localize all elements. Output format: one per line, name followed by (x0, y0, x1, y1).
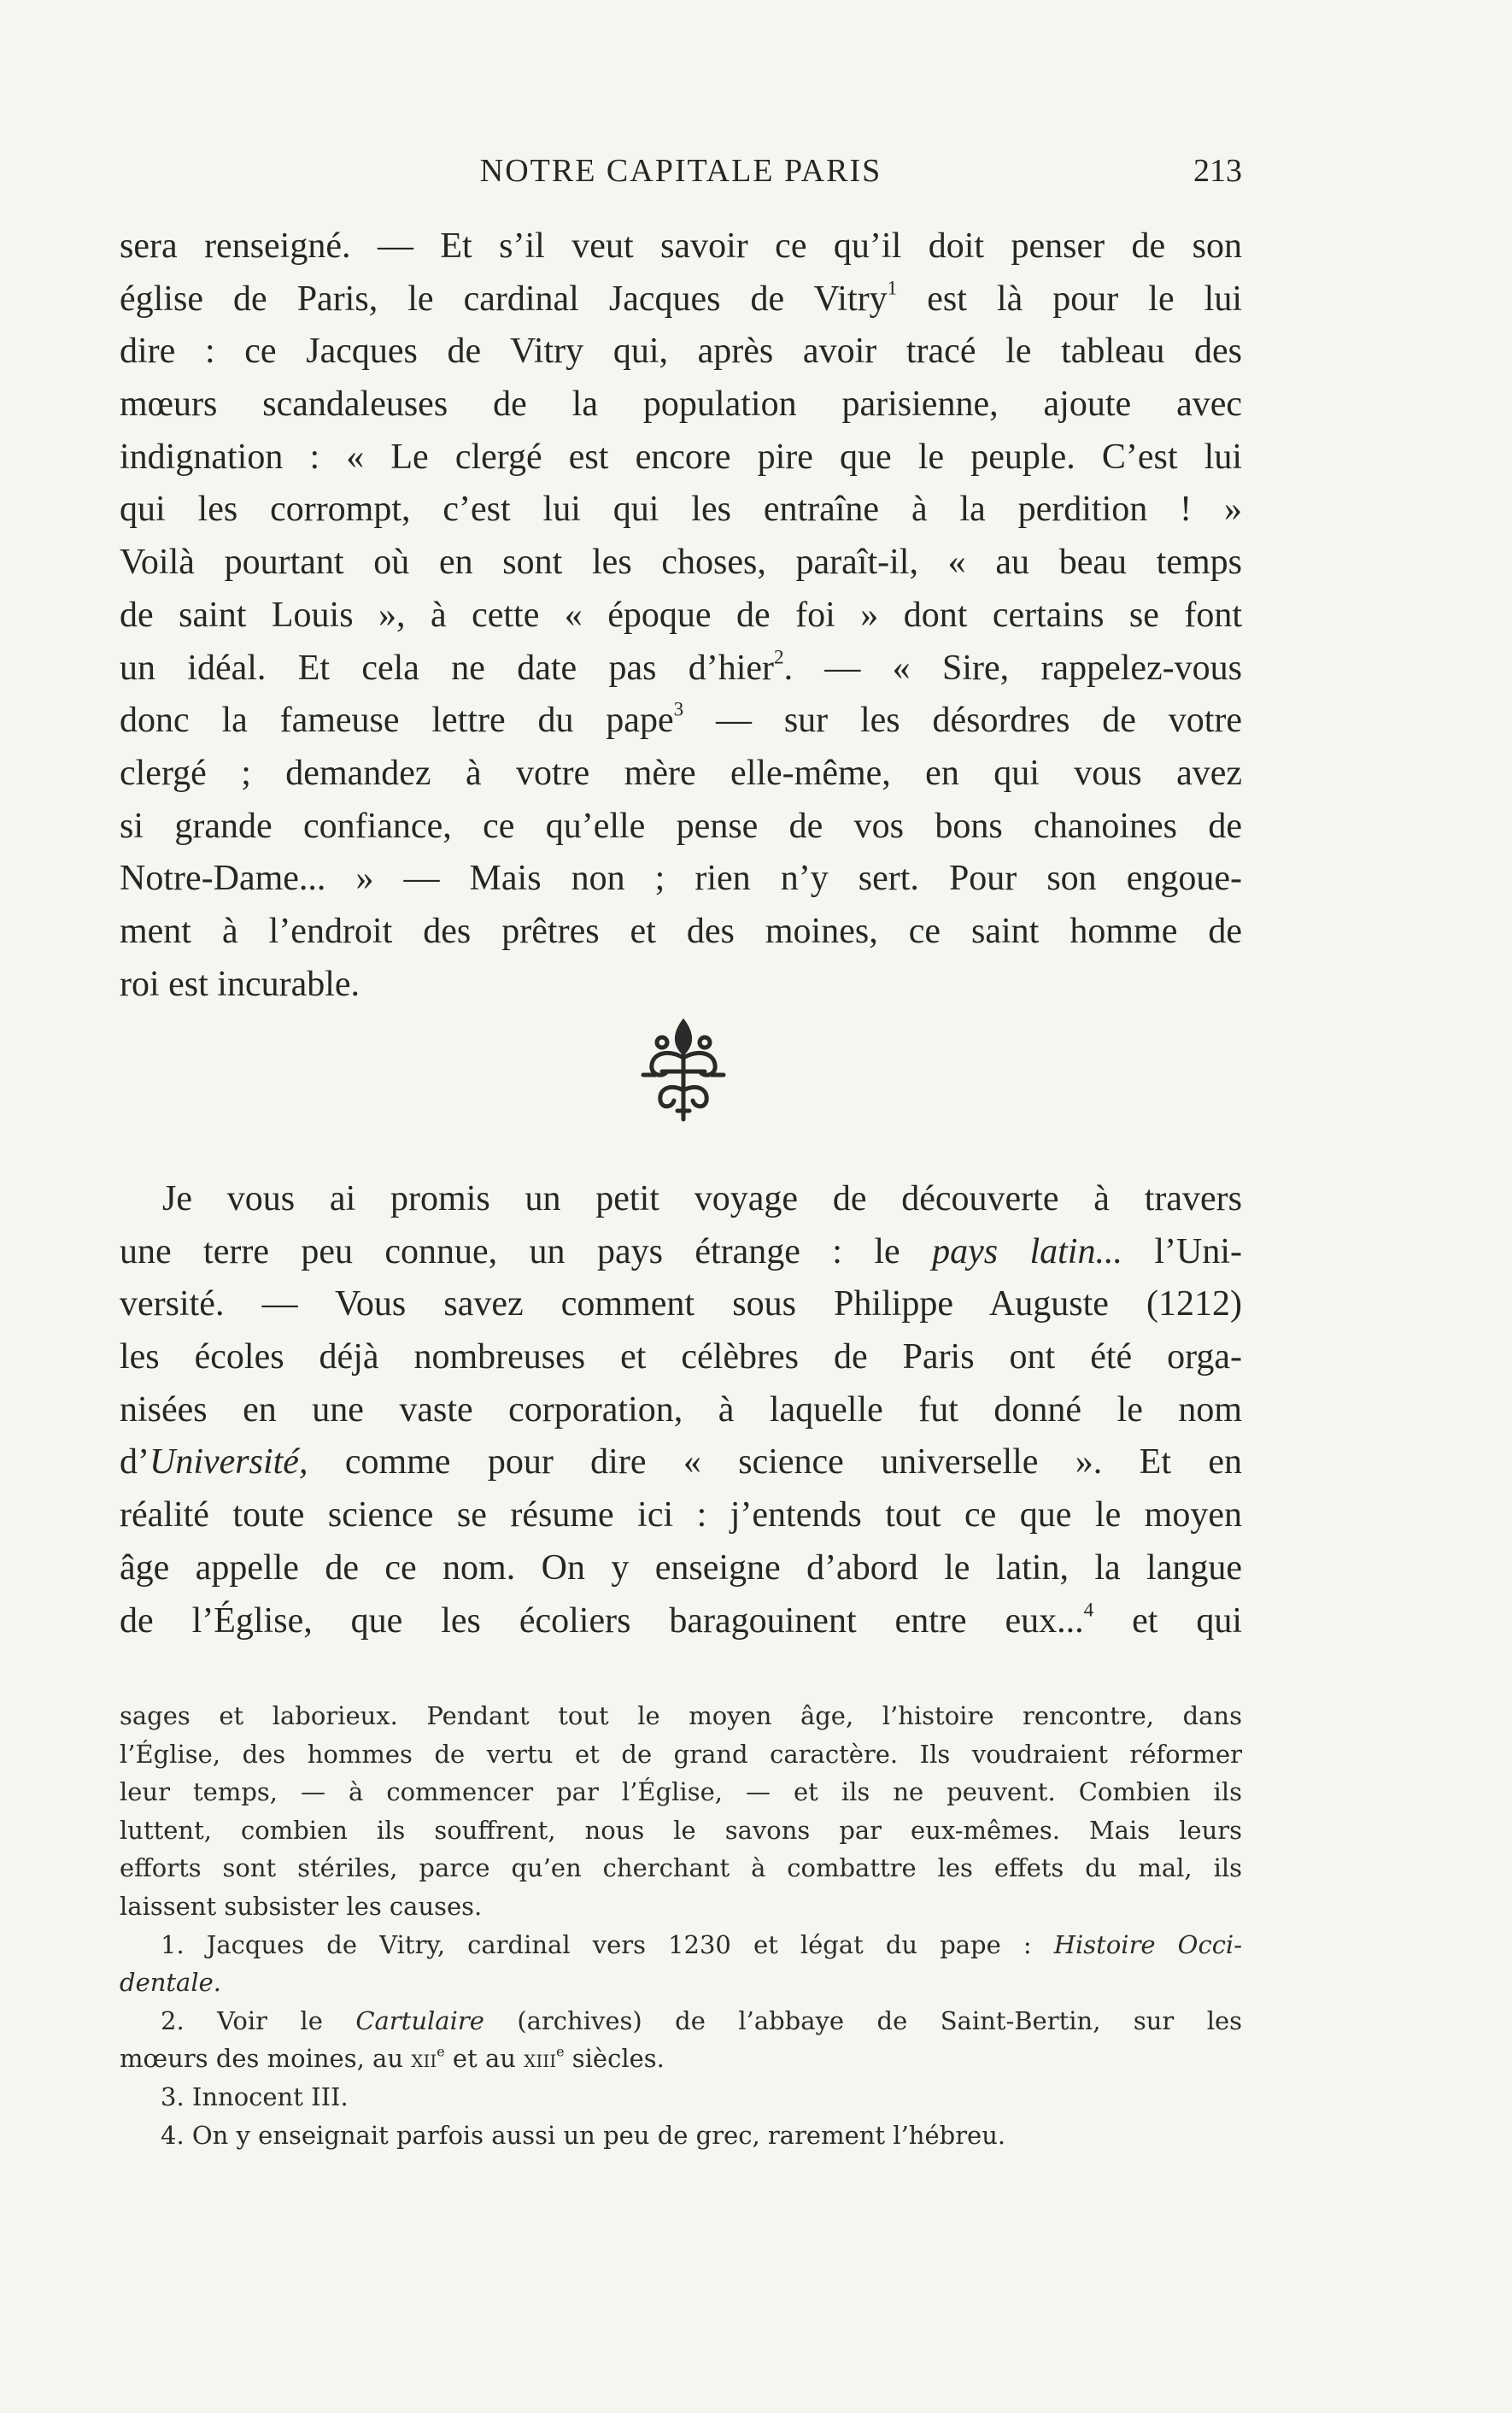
text-line: réalité toute science se résume ici : j’entends tout ce que le moyen (120, 1495, 1242, 1535)
text-line: donc la fameuse lettre du pape$^3$ — sur les désordres de votre (120, 697, 1243, 741)
italic-term: pays latin... (932, 1231, 1122, 1271)
footnote-2-cont: mœurs des moines, au xii$^e$ et au xiii$^e$ siècles. (120, 2043, 665, 2074)
text-line: de saint Louis », à cette « époque de foi » dont certains se font (120, 595, 1242, 635)
text-line: Notre-Dame... » — Mais non ; rien n’y sert. Pour son engoue- (120, 859, 1242, 899)
text-line: d’Université, comme pour dire « science universelle ». Et en (120, 1442, 1242, 1482)
paragraph-2 (120, 1173, 1242, 1647)
paragraph-1 (120, 220, 1242, 1011)
footnote-4: 4. On y enseignait parfois aussi un peu de grec, rarement l’hébreu. (161, 2120, 1006, 2150)
footnote-1-cont: dentale. (120, 1968, 222, 1998)
text-line: église de Paris, le cardinal Jacques de Vitry$^1$ est là pour le lui (120, 276, 1243, 319)
text-line: ment à l’endroit des prêtres et des moines, ce saint homme de (120, 911, 1242, 951)
running-head (120, 152, 1242, 195)
page-number: 213 (1193, 153, 1242, 189)
text-line: clergé ; demandez à votre mère elle-même, en qui vous avez (120, 753, 1242, 793)
text-line: dire : ce Jacques de Vitry qui, après avoir tracé le tableau des (120, 332, 1242, 372)
text-line: Je vous ai promis un petit voyage de découverte à travers (162, 1179, 1242, 1218)
text-line: sera renseigné. — Et s’il veut savoir ce qu’il doit penser de son (120, 226, 1242, 266)
footnote-line: leur temps, — à commencer par l’Église, — et ils ne peuvent. Combien ils (120, 1777, 1242, 1807)
text-line: de l’Église, que les écoliers baragouinent entre eux...$^4$ et qui (120, 1598, 1243, 1641)
footnote-line: laissent subsister les causes. (120, 1891, 483, 1921)
text-line: nisées en une vaste corporation, à laquelle fut donné le nom (120, 1389, 1242, 1430)
footnotes (120, 1697, 1242, 2154)
footnote-2: 2. Voir le Cartulaire (archives) de l’abbaye de Saint-Bertin, sur les (161, 2005, 1243, 2035)
text-line: une terre peu connue, un pays étrange : le pays latin... l’Uni- (120, 1231, 1242, 1271)
footnote-line: luttent, combien ils souffrent, nous le savons par eux-mêmes. Mais leurs (120, 1815, 1242, 1845)
footnote-line: l’Église, des hommes de vertu et de grand caractère. Ils voudraient réformer (120, 1739, 1242, 1769)
footnote-ref: 3 (673, 697, 684, 720)
text-line: versité. — Vous savez comment sous Philippe Auguste (1212) (120, 1284, 1242, 1324)
running-title: NOTRE CAPITALE PARIS (479, 153, 882, 189)
footnote-line: efforts sont stériles, parce qu’en cherchant à combattre les effets du mal, ils (120, 1853, 1242, 1883)
text-line: les écoles déjà nombreuses et célèbres de Paris ont été orga- (120, 1337, 1242, 1377)
text-line: un idéal. Et cela ne date pas d’hier$^2$. — « Sire, rappelez-vous (120, 645, 1242, 688)
footnote-ref: 2 (774, 645, 784, 668)
footnote-ref: 4 (1083, 1598, 1094, 1621)
footnote-3: 3. Innocent III. (161, 2081, 349, 2111)
text-line: qui les corrompt, c’est lui qui les entraîne à la perdition ! » (120, 490, 1242, 530)
text-line: indignation : « Le clergé est encore pire que le peuple. C’est lui (120, 437, 1242, 477)
text-line: roi est incurable. (120, 964, 360, 1004)
fleur-de-lis-ornament-icon (628, 1015, 739, 1126)
text-line: mœurs scandaleuses de la population parisienne, ajoute avec (120, 385, 1242, 425)
text-line: si grande confiance, ce qu’elle pense de vos bons chanoines de (120, 806, 1242, 846)
italic-term: Université, (149, 1442, 308, 1482)
text-line: âge appelle de ce nom. On y enseigne d’abord le latin, la langue (120, 1547, 1242, 1588)
footnote-line: sages et laborieux. Pendant tout le moyen âge, l’histoire rencontre, dans (120, 1701, 1242, 1730)
footnote-1: 1. Jacques de Vitry, cardinal vers 1230 et légat du pape : Histoire Occi- (161, 1929, 1243, 1959)
footnote-ref: 1 (887, 276, 898, 299)
text-line: Voilà pourtant où en sont les choses, paraît-il, « au beau temps (120, 543, 1242, 583)
